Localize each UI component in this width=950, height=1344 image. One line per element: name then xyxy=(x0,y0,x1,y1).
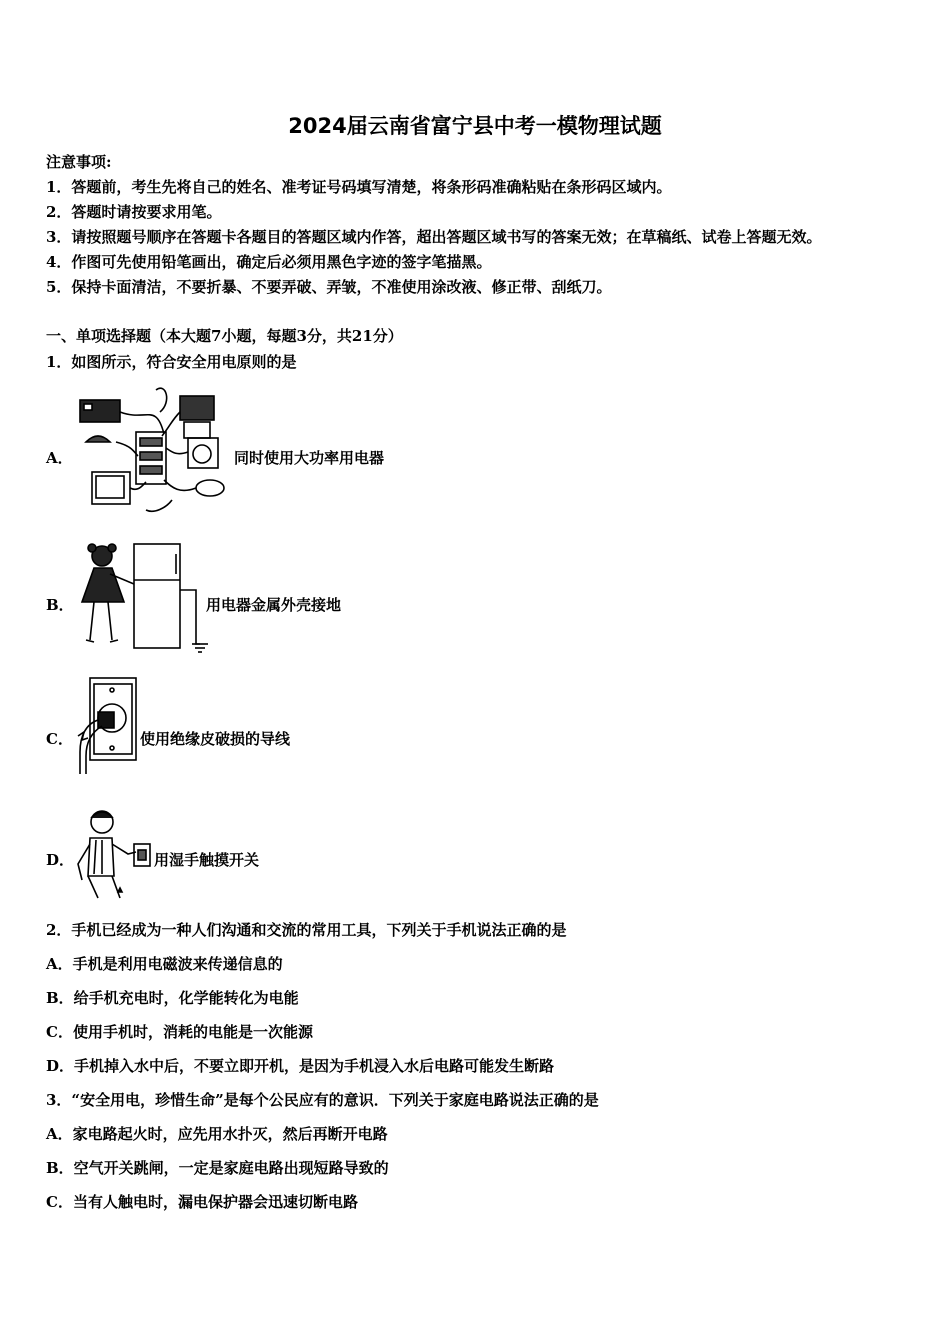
q1-option-c-letter: C． xyxy=(46,730,73,748)
q1-option-b-text: 用电器金属外壳接地 xyxy=(206,596,342,614)
q1-option-c-text: 使用绝缘皮破损的导线 xyxy=(140,730,291,748)
q2-option-a: A．手机是利用电磁波来传递信息的 xyxy=(46,955,283,973)
question-3-stem: 3．“安全用电，珍惜生命”是每个公民应有的意识．下列关于家庭电路说法正确的是 xyxy=(46,1091,599,1109)
notice-item-4: 4．作图可先使用铅笔画出，确定后必须用黑色字迹的签字笔描黑。 xyxy=(46,253,492,271)
q3-option-b: B．空气开关跳闸，一定是家庭电路出现短路导致的 xyxy=(46,1159,389,1177)
notice-item-2: 2．答题时请按要求用笔。 xyxy=(46,203,222,221)
page-title: 2024届云南省富宁县中考一模物理试题 xyxy=(288,114,662,138)
multi-appliance-icon xyxy=(76,382,236,518)
q1-option-a-text: 同时使用大功率用电器 xyxy=(234,449,385,467)
q1-option-a-letter: A． xyxy=(46,449,73,467)
girl-fridge-ground-icon xyxy=(72,540,208,656)
notice-item-5: 5．保持卡面清洁，不要折暴、不要弄破、弄皱，不准使用涂改液、修正带、刮纸刀。 xyxy=(46,278,612,296)
q2-option-d: D．手机掉入水中后，不要立即开机，是因为手机浸入水后电路可能发生断路 xyxy=(46,1057,555,1075)
notice-item-3: 3．请按照题号顺序在答题卡各题目的答题区域内作答，超出答题区域书写的答案无效；在草稿纸、试卷上答题无效。 xyxy=(46,228,822,246)
section-heading: 一、单项选择题（本大题7小题，每题3分，共21分） xyxy=(46,327,403,345)
q3-option-c: C．当有人触电时，漏电保护器会迅速切断电路 xyxy=(46,1193,358,1211)
q1-option-d-letter: D． xyxy=(46,851,75,869)
damaged-plug-icon xyxy=(72,676,140,776)
question-2-stem: 2．手机已经成为一种人们沟通和交流的常用工具，下列关于手机说法正确的是 xyxy=(46,921,567,939)
q2-option-c: C．使用手机时，消耗的电能是一次能源 xyxy=(46,1023,313,1041)
q1-option-b-letter: B． xyxy=(46,596,74,614)
q2-option-b: B．给手机充电时，化学能转化为电能 xyxy=(46,989,299,1007)
notice-item-1: 1．答题前，考生先将自己的姓名、准考证号码填写清楚，将条形码准确粘贴在条形码区域内。 xyxy=(46,178,672,196)
question-1-stem: 1．如图所示，符合安全用电原则的是 xyxy=(46,353,297,371)
q3-option-a: A．家电路起火时，应先用水扑灭，然后再断开电路 xyxy=(46,1125,388,1143)
notice-heading: 注意事项: xyxy=(46,153,112,171)
boy-switch-icon xyxy=(72,804,154,900)
q1-option-d-text: 用湿手触摸开关 xyxy=(154,851,260,869)
